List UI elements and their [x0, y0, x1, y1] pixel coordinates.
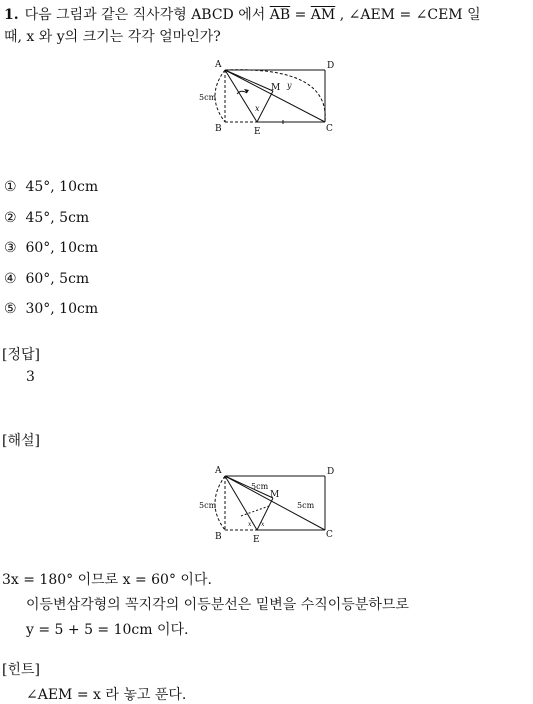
sol-arc-5cm [215, 476, 225, 530]
sol-label-d: D [327, 467, 335, 477]
option-2[interactable]: ② 45°, 5cm [4, 210, 90, 226]
option-1[interactable]: ① 45°, 10cm [4, 179, 99, 195]
sol-label-x2: x [261, 521, 265, 528]
answer-heading: [정답] [2, 347, 40, 363]
sol-segment-em [257, 498, 273, 530]
segment-am: $\overline{AM}$ [310, 7, 336, 23]
hint-heading: [힌트] [2, 662, 40, 678]
question-line-1: 1. 다음 그림과 같은 직사각형 ABCD 에서 $\overline{AB} = \overline{AM}$ , ∠AEM = ∠CEM 일 [4, 7, 481, 23]
label-b: B [215, 124, 222, 134]
label-y: y [287, 81, 292, 90]
sol-label-a: A [215, 466, 222, 476]
answer-value: 3 [26, 369, 35, 385]
label-a: A [215, 60, 222, 70]
solution-line-2: 이등변삼각형의 꼭지각의 이등분선은 밑변을 수직이등분하므로 [26, 597, 409, 613]
diagonal-ac [225, 70, 325, 122]
label-m: M [271, 83, 281, 93]
option-5[interactable]: ⑤ 30°, 10cm [4, 301, 99, 317]
segment-am [225, 70, 273, 91]
solution-figure [195, 462, 345, 544]
sol-label-5cm-am: 5cm [251, 482, 269, 491]
arc-5cm [215, 70, 225, 122]
solution-line-1: 3x = 180° 이므로 x = 60° 이다. [2, 572, 212, 588]
sol-label-b: B [215, 532, 222, 542]
segment-ab: $\overline{AB}$ [269, 7, 291, 23]
option-4[interactable]: ④ 60°, 5cm [4, 271, 90, 287]
sol-label-x: x [248, 521, 252, 528]
question-line-2: 때, x 와 y의 크기는 각각 얼마인가? [4, 29, 221, 45]
label-d: D [327, 61, 335, 71]
label-c: C [326, 124, 333, 134]
sol-label-c: C [326, 530, 333, 540]
sol-label-m: M [270, 490, 280, 500]
question-text [4, 4, 481, 48]
option-3[interactable]: ③ 60°, 10cm [4, 240, 99, 256]
hint-text: ∠AEM = x 라 놓고 푼다. [26, 687, 187, 703]
question-number: 1. [4, 7, 19, 23]
sol-label-5cm-mc: 5cm [297, 501, 315, 510]
sol-label-5cm-side: 5cm [199, 501, 217, 510]
solution-line-3: y = 5 + 5 = 10cm 이다. [26, 622, 189, 638]
solution-heading: [해설] [2, 433, 40, 449]
rectangle-figure [195, 56, 345, 136]
sol-label-e: E [253, 535, 260, 544]
label-x: x [255, 104, 260, 113]
label-5cm: 5cm [199, 93, 217, 102]
label-e: E [254, 127, 261, 136]
